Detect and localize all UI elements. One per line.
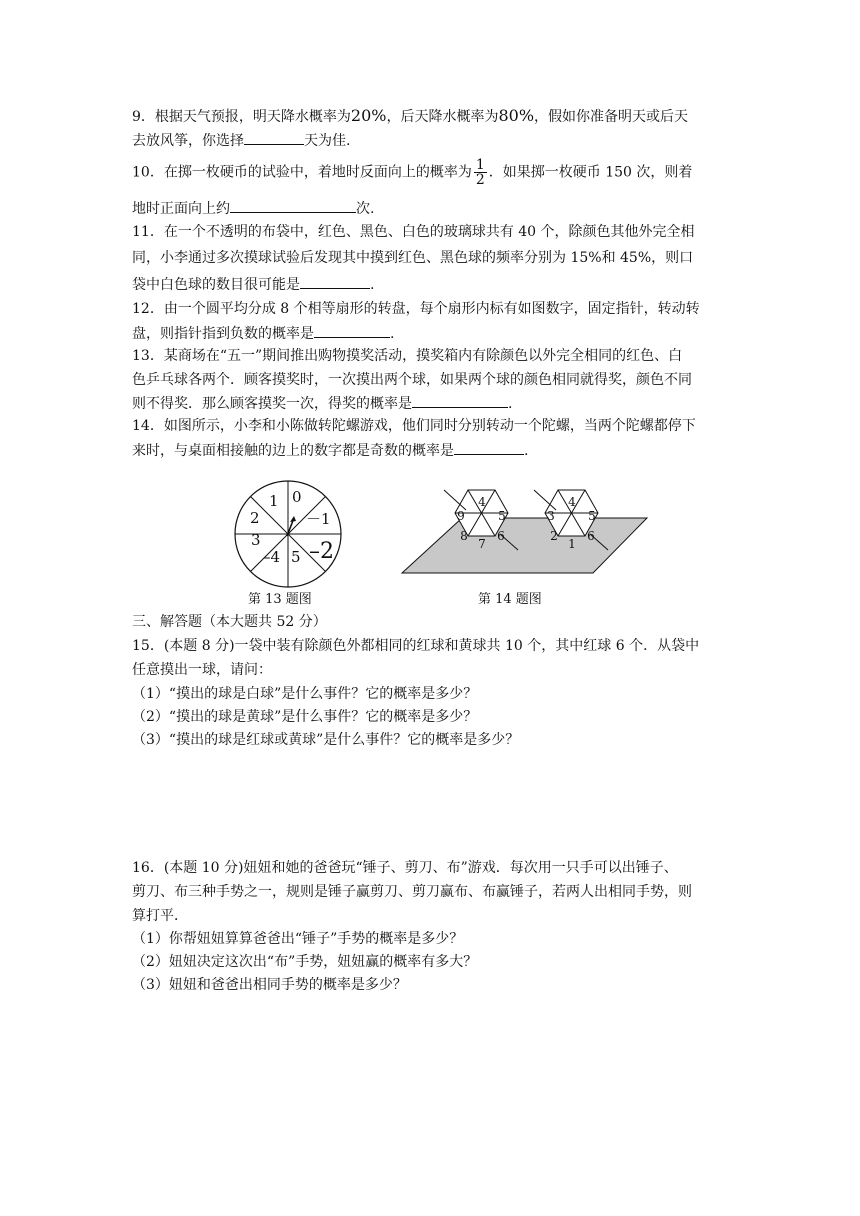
spinner-label-large: –2 [309, 539, 334, 564]
q15-sub3: （3）“摸出的球是红球或黄球”是什么事件？它的概率是多少？ [132, 732, 520, 748]
top-a-label: 5 [498, 509, 506, 523]
q11-answer-blank[interactable] [300, 274, 370, 289]
q15-sub1: （1）“摸出的球是白球”是什么事件？它的概率是多少？ [132, 686, 478, 702]
q15-line1: 15．(本题 8 分)一袋中装有除颜色外都相同的红球和黄球共 10 个，其中红球 6 个．从袋中 [132, 638, 700, 654]
spinner-label: –4 [263, 548, 281, 566]
table-surface [402, 518, 647, 573]
q11-line3 [132, 274, 732, 295]
q13-line2: 色乒乓球各两个．顾客摸奖时，一次摸出两个球，如果两个球的颜色相同就得奖，颜色不同 [132, 372, 692, 388]
q14-text-a: 来时，与桌面相接触的边上的数字都是奇数的概率是 [132, 443, 454, 459]
q11-text-a: 袋中白色球的数目很可能是 [132, 277, 300, 293]
q16-sub3: （3）妞妞和爸爸出相同手势的概率是多少？ [132, 977, 407, 993]
spinner-label: 1 [269, 492, 279, 510]
top-a-label: 6 [497, 529, 505, 543]
section-3-heading: 三、解答题（本大题共 52 分） [132, 614, 327, 630]
q10-text-b: ．如果掷一枚硬币 150 次，则着 [488, 164, 693, 181]
q14-line2 [132, 440, 732, 461]
top-a-label: 9 [457, 509, 465, 523]
q9-line1 [132, 106, 732, 127]
q16-sub2: （2）妞妞决定这次出“布”手势，妞妞赢的概率有多大？ [132, 954, 478, 970]
q10-answer-blank[interactable] [230, 198, 356, 213]
q9-text-a: 9．根据天气预报，明天降水概率为 [132, 109, 351, 125]
q9-text-e: 天为佳. [304, 133, 351, 149]
q10-text-c: 地时正面向上约 [132, 201, 230, 217]
q10-text-a: 10．在掷一枚硬币的试验中，着地时反面向上的概率为 [132, 164, 472, 181]
q15-line2: 任意摸出一球，请问： [132, 662, 272, 678]
q16-line1: 16．(本题 10 分)妞妞和她的爸爸玩“锤子、剪刀、布”游戏．每次用一只手可以出锤子、 [132, 860, 678, 876]
q13-line3 [132, 393, 732, 414]
top-b-label: 1 [568, 537, 576, 551]
q12-text-a: 盘，则指针指到负数的概率是 [132, 326, 314, 342]
spinner-label: 3 [251, 531, 261, 549]
q11-line1: 11．在一个不透明的布袋中，红色、黑色、白色的玻璃球共有 40 个，除颜色其他外完全相 [132, 224, 695, 240]
spinner-figure [228, 474, 348, 594]
q14-answer-blank[interactable] [454, 440, 524, 455]
q10-line1 [132, 158, 732, 187]
q11-line2: 同，小李通过多次摸球试验后发现其中摸到红色、黑色球的频率分别为 15%和 45%，则口 [132, 250, 694, 266]
top-b-label: 2 [550, 529, 558, 543]
q12-line2 [132, 323, 732, 344]
q10-fraction-numerator: 1 [475, 157, 485, 173]
q13-text-b: . [508, 396, 513, 412]
q10-text-d: 次. [356, 201, 375, 217]
q9-line2 [132, 130, 732, 151]
q9-answer-blank[interactable] [244, 130, 304, 145]
q13-line1: 13．某商场在“五一”期间推出购物摸奖活动，摸奖箱内有除颜色以外完全相同的红色、白 [132, 348, 683, 364]
top-a-label: 7 [478, 537, 486, 551]
q11-text-b: . [370, 277, 375, 293]
top-b-label: 4 [568, 495, 576, 509]
q9-text-b: ，后天降水概率为 [386, 109, 499, 125]
q14-line1: 14．如图所示，小李和小陈做转陀螺游戏，他们同时分别转动一个陀螺，当两个陀螺都停下 [132, 418, 696, 434]
q13-answer-blank[interactable] [412, 393, 508, 408]
q10-line2 [132, 198, 732, 219]
q9-percent-2: 80% [498, 106, 535, 125]
q16-line3: 算打平． [132, 908, 188, 924]
q12-text-b: . [390, 326, 395, 342]
top-b-label: 6 [587, 529, 595, 543]
spinner-label: 5 [291, 548, 301, 566]
tops-figure [400, 478, 650, 578]
q9-text-d: 去放风筝，你选择 [132, 133, 244, 149]
spinner-label: －1 [306, 510, 331, 528]
q12-line1: 12．由一个圆平均分成 8 个相等扇形的转盘，每个扇形内标有如图数字，固定指针，转动转 [132, 301, 700, 317]
top-a-label: 4 [478, 495, 486, 509]
q16-line2: 剪刀、布三种手势之一，规则是锤子赢剪刀、剪刀赢布、布赢锤子，若两人出相同手势，则 [132, 884, 692, 900]
q14-text-b: . [524, 443, 529, 459]
top-b-label: 5 [588, 509, 596, 523]
top-a-label: 8 [460, 529, 468, 543]
spinner-label: 0 [292, 488, 302, 506]
figure-13-caption: 第 13 题图 [248, 592, 312, 607]
q9-percent-1: 20% [350, 106, 387, 125]
figure-14-caption: 第 14 题图 [478, 592, 542, 607]
top-b-label: 3 [547, 509, 555, 523]
q15-sub2: （2）“摸出的球是黄球”是什么事件？它的概率是多少？ [132, 709, 478, 725]
spinner-label: 2 [250, 509, 260, 527]
q10-fraction [474, 158, 487, 187]
q9-text-c: ，假如你准备明天或后天 [534, 109, 689, 125]
q16-sub1: （1）你帮妞妞算算爸爸出“锤子”手势的概率是多少？ [132, 931, 464, 947]
q10-fraction-denominator: 2 [475, 172, 485, 188]
q12-answer-blank[interactable] [314, 323, 390, 338]
q13-text-a: 则不得奖．那么顾客摸奖一次，得奖的概率是 [132, 396, 412, 412]
